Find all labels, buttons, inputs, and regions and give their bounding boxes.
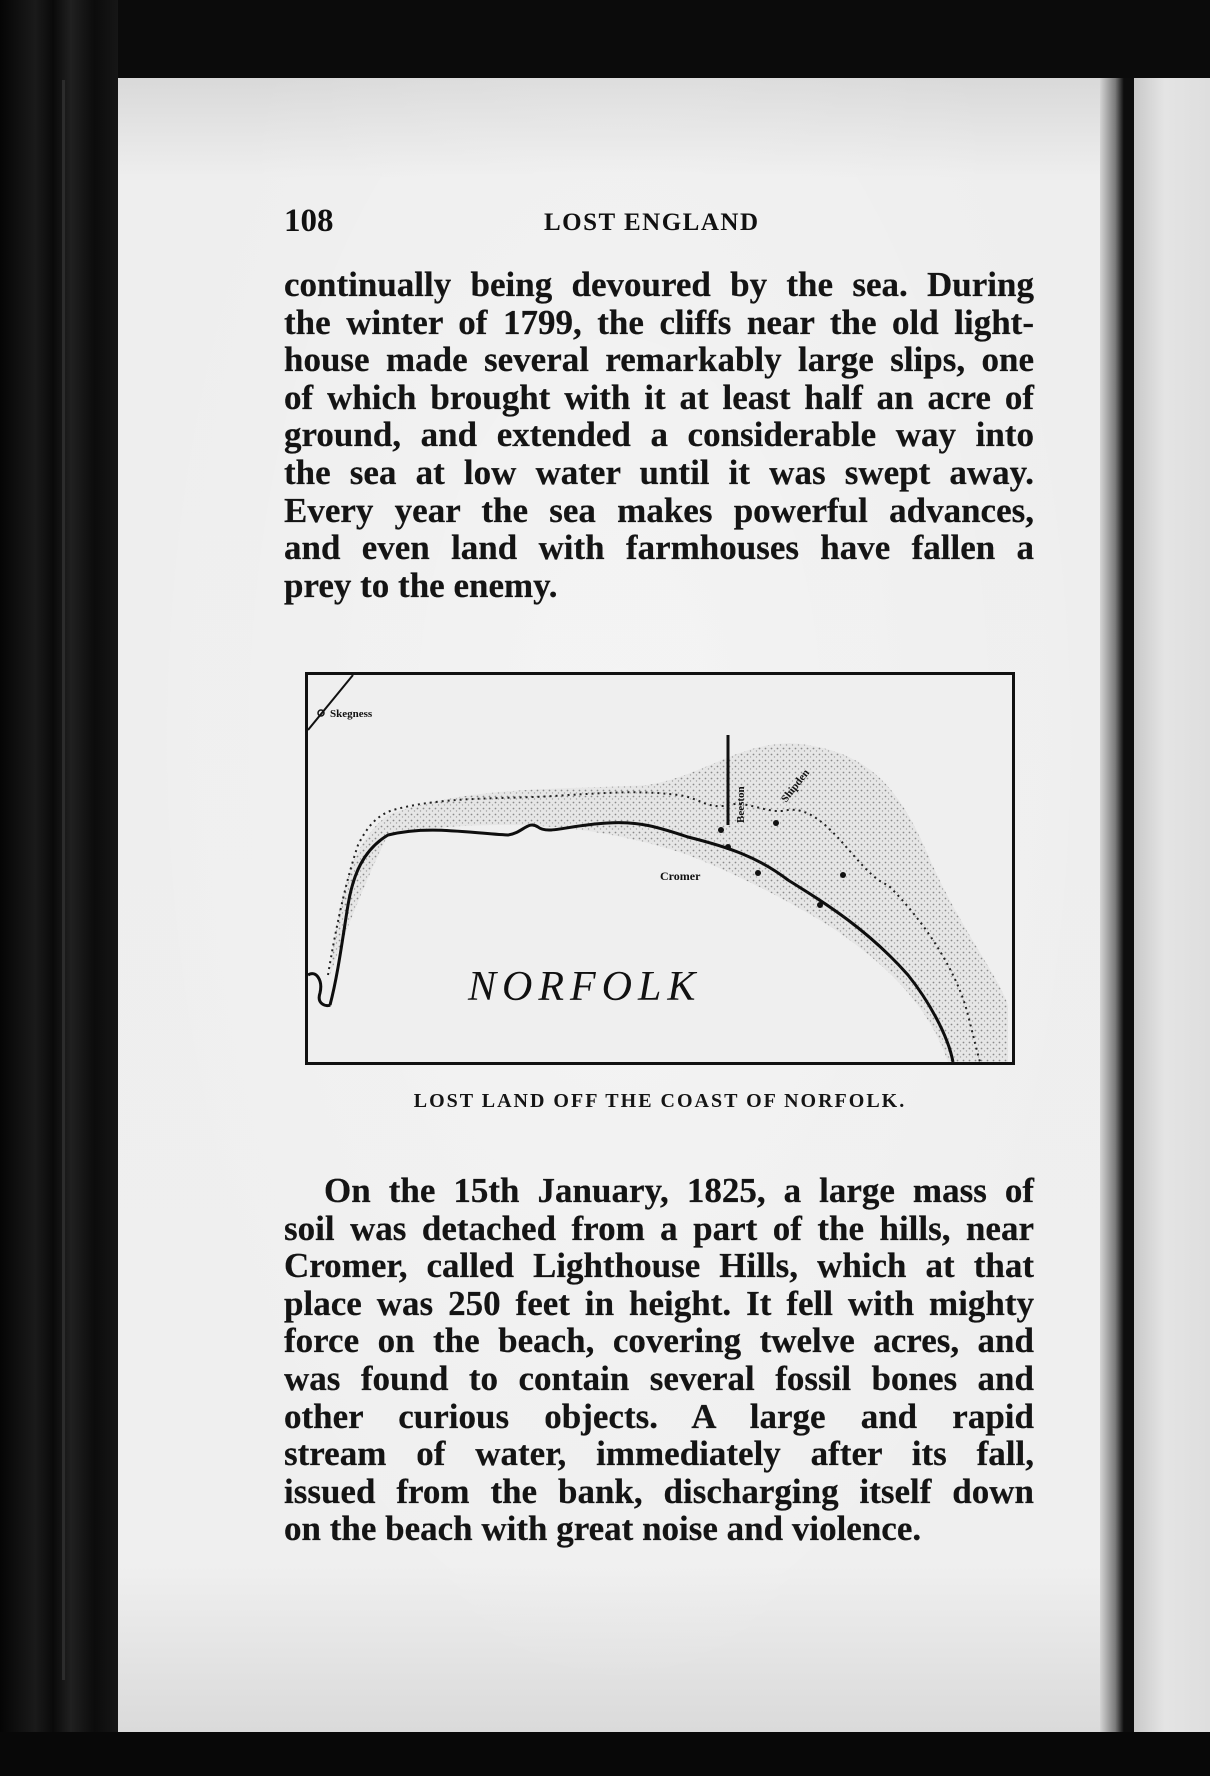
text-line: prey to the enemy.: [284, 565, 558, 605]
scan-bottom-border: [0, 1732, 1210, 1776]
page-header: [284, 203, 1044, 243]
text-line: stream of water, immediately after its fall,: [284, 1434, 1034, 1474]
adjacent-page-edge: [1134, 78, 1210, 1732]
lost-land-shading: [330, 743, 1008, 1062]
text-line: place was 250 feet in height. It fell with mighty: [284, 1283, 1034, 1323]
beeston-label: Beeston: [735, 786, 747, 823]
cromer-label: Cromer: [660, 869, 701, 883]
text-line: the sea at low water until it was swept away.: [284, 452, 1034, 492]
text-line: was found to contain several fossil bones and: [284, 1358, 1034, 1398]
skegness-corner-line: [308, 675, 353, 730]
map-title-norfolk: NORFOLK: [468, 964, 702, 1010]
wash-inlet: [308, 974, 330, 1006]
lost-village-marker: [718, 827, 724, 833]
skegness-label: Skegness: [330, 708, 373, 720]
text-line: force on the beach, covering twelve acres, and: [284, 1321, 1034, 1361]
text-line: soil was detached from a part of the hills, near: [284, 1208, 1034, 1248]
running-title: LOST ENGLAND: [544, 209, 760, 236]
text-line: on the beach with great noise and violence.: [284, 1509, 922, 1549]
cromer-marker: [755, 870, 761, 876]
beeston-marker: [725, 844, 731, 850]
shipden-label: Shipden: [778, 767, 813, 805]
paragraph-1: [284, 266, 1034, 604]
text-line: On the 15th January, 1825, a large mass of: [324, 1171, 1034, 1210]
text-line: continually being devoured by the sea. During: [284, 265, 1034, 304]
text-line: of which brought with it at least half an acre of: [284, 377, 1034, 417]
book-spine-edge: [0, 0, 118, 1776]
text-line: and even land with farmhouses have fallen a: [284, 528, 1034, 568]
coast-marker-2: [817, 902, 823, 908]
text-line: issued from the bank, discharging itself down: [284, 1471, 1034, 1511]
norfolk-coast-map: [305, 672, 1015, 1065]
shipden-marker: [773, 820, 779, 826]
text-line: Every year the sea makes powerful advances,: [284, 490, 1034, 530]
figure-caption: LOST LAND OFF THE COAST OF NORFOLK.: [413, 1090, 907, 1112]
paragraph-2: [284, 1172, 1034, 1548]
text-line: other curious objects. A large and rapid: [284, 1396, 1034, 1436]
text-line: Cromer, called Lighthouse Hills, which at that: [284, 1246, 1034, 1286]
text-line: the winter of 1799, the cliffs near the old light-: [284, 302, 1034, 342]
page-gutter-shadow: [1100, 78, 1134, 1732]
map-drawing: [308, 675, 1012, 1062]
text-line: house made several remarkably large slips, one: [284, 340, 1034, 380]
page-number: 108: [284, 203, 334, 239]
text-line: ground, and extended a considerable way into: [284, 415, 1034, 455]
coast-marker-1: [840, 872, 846, 878]
